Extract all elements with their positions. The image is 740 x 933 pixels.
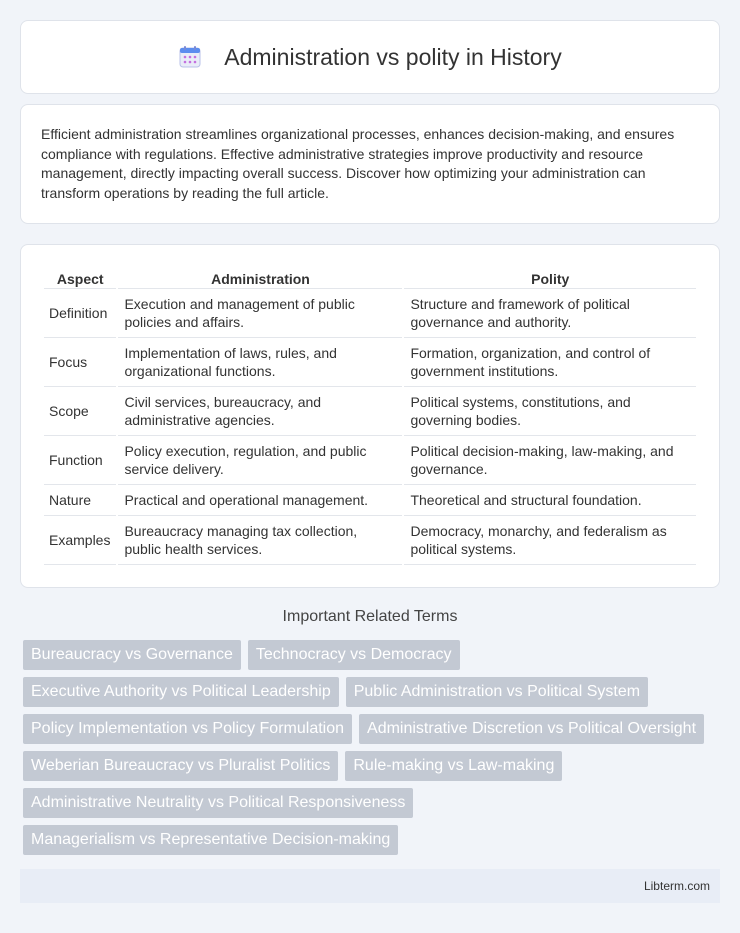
related-term-tag[interactable]: Administrative Neutrality vs Political Responsiveness — [23, 788, 413, 818]
cell-polity: Theoretical and structural foundation. — [404, 485, 696, 516]
cell-aspect: Function — [44, 436, 116, 485]
comparison-table — [42, 263, 698, 565]
header-administration: Administration — [118, 263, 402, 289]
related-term-tag[interactable]: Rule-making vs Law-making — [345, 751, 562, 781]
header-aspect: Aspect — [44, 263, 116, 289]
cell-aspect: Nature — [44, 485, 116, 516]
footer-site-link[interactable]: Libterm.com — [643, 879, 710, 893]
related-term-tag[interactable]: Administrative Discretion vs Political Oversight — [359, 714, 704, 744]
cell-aspect: Scope — [44, 387, 116, 436]
cell-polity: Political systems, constitutions, and governing bodies. — [404, 387, 696, 436]
table-row — [44, 485, 696, 516]
related-term-tag[interactable]: Managerialism vs Representative Decision-making — [23, 825, 398, 855]
cell-administration: Bureaucracy managing tax collection, public health services. — [118, 516, 402, 565]
calendar-icon — [178, 45, 202, 69]
cell-polity: Structure and framework of political governance and authority. — [404, 289, 696, 338]
related-terms-list — [23, 640, 723, 862]
table-row — [44, 338, 696, 387]
cell-aspect: Definition — [44, 289, 116, 338]
related-term-tag[interactable]: Executive Authority vs Political Leadership — [23, 677, 339, 707]
related-term-tag[interactable]: Public Administration vs Political System — [346, 677, 648, 707]
related-term-tag[interactable]: Weberian Bureaucracy vs Pluralist Politics — [23, 751, 338, 781]
header-card — [20, 20, 720, 94]
cell-polity: Formation, organization, and control of government institutions. — [404, 338, 696, 387]
related-term-tag[interactable]: Technocracy vs Democracy — [248, 640, 460, 670]
related-terms-title: Important Related Terms — [282, 608, 458, 625]
table-row — [44, 289, 696, 338]
cell-administration: Practical and operational management. — [118, 485, 402, 516]
comparison-table-card — [20, 244, 720, 588]
cell-administration: Civil services, bureaucracy, and administrative agencies. — [118, 387, 402, 436]
table-row — [44, 387, 696, 436]
cell-polity: Political decision-making, law-making, and governance. — [404, 436, 696, 485]
intro-card — [20, 104, 720, 224]
cell-aspect: Examples — [44, 516, 116, 565]
cell-administration: Policy execution, regulation, and public service delivery. — [118, 436, 402, 485]
related-term-tag[interactable]: Bureaucracy vs Governance — [23, 640, 241, 670]
header-polity: Polity — [404, 263, 696, 289]
footer — [20, 869, 720, 903]
related-term-tag[interactable]: Policy Implementation vs Policy Formulation — [23, 714, 352, 744]
cell-aspect: Focus — [44, 338, 116, 387]
cell-administration: Implementation of laws, rules, and organizational functions. — [118, 338, 402, 387]
intro-text: Efficient administration streamlines organizational processes, enhances decision-making, and ensures compliance with regulations. Effective administrative strategies improve productivity and resource management, directly impacting overall success. Discover how optimizing your administration can transform operations by reading the full article. — [41, 126, 675, 201]
table-row — [44, 516, 696, 565]
cell-polity: Democracy, monarchy, and federalism as political systems. — [404, 516, 696, 565]
cell-administration: Execution and management of public policies and affairs. — [118, 289, 402, 338]
page-title: Administration vs polity in History — [224, 43, 562, 70]
table-row — [44, 436, 696, 485]
